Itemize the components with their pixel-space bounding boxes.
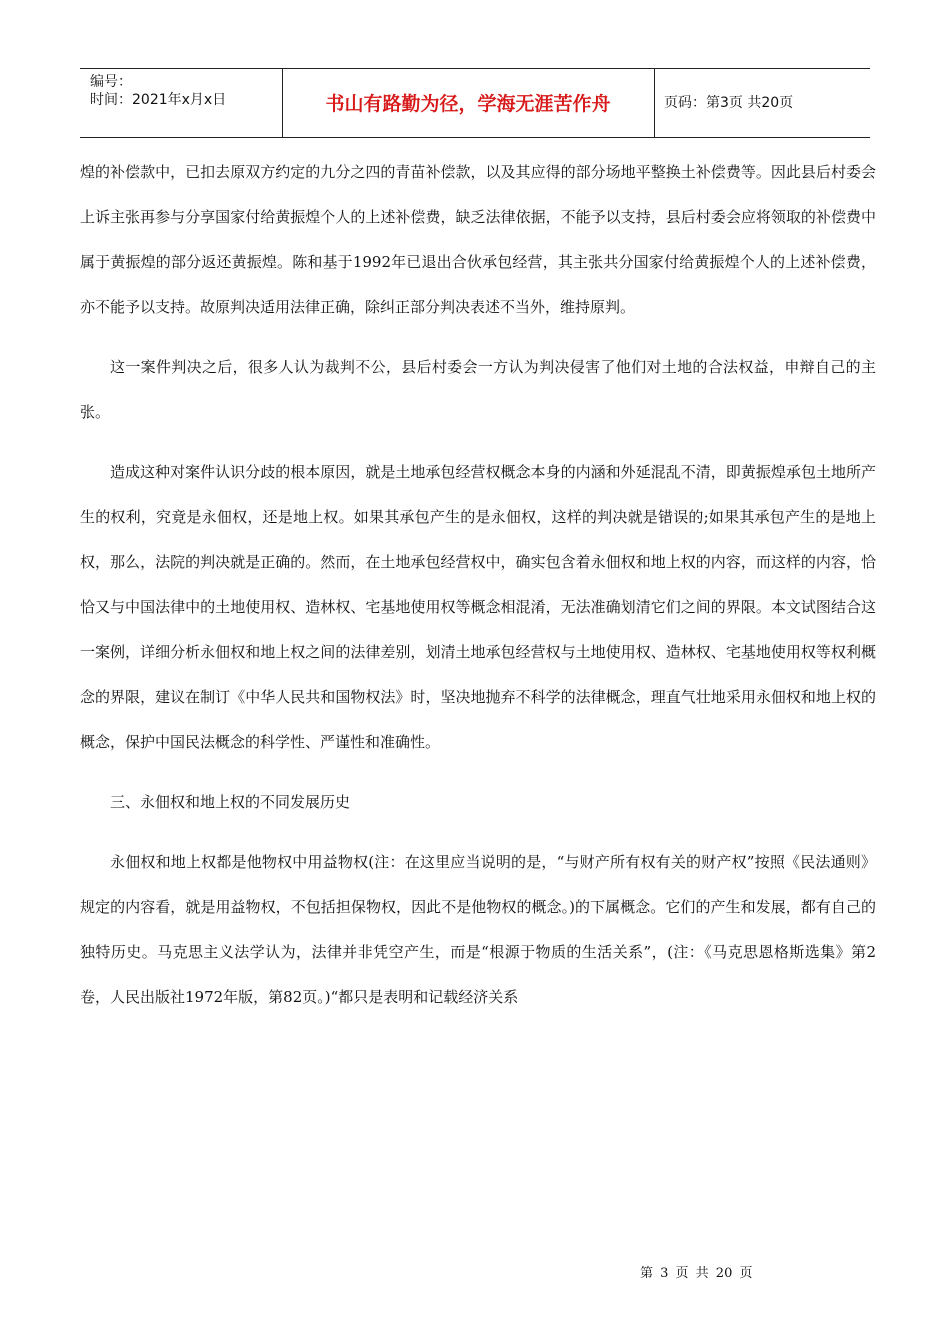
header-motto-cell xyxy=(282,69,655,137)
header-page-number: 页码：第3页 共20页 xyxy=(664,95,794,111)
document-time-label: 时间：2021年x月x日 xyxy=(90,92,227,108)
header-meta-cell xyxy=(80,69,283,137)
document-body xyxy=(80,150,876,1035)
paragraph: 这一案件判决之后，很多人认为裁判不公，县后村委会一方认为判决侵害了他们对土地的合法权益，申辩自己的主张。 xyxy=(80,358,876,421)
paragraph-continuation: 煌的补偿款中，已扣去原双方约定的九分之四的青苗补偿款，以及其应得的部分场地平整换土补偿费等。因此县后村委会上诉主张再参与分享国家付给黄振煌个人的上述补偿费，缺乏法律依据，不能予以支持，县后村委会应将领取的补偿费中属于黄振煌的部分返还黄振煌。陈和基于1992年已退出合伙承包经营，其主张共分国家付给黄振煌个人的上述补偿费，亦不能予以支持。故原判决适用法律正确，除纠正部分判决表述不当外，维持原判。 xyxy=(80,163,876,316)
paragraph: 造成这种对案件认识分歧的根本原因，就是土地承包经营权概念本身的内涵和外延混乱不清，即黄振煌承包土地所产生的权利，究竟是永佃权，还是地上权。如果其承包产生的是永佃权，这样的判决就是错误的;如果其承包产生的是地上权，那么，法院的判决就是正确的。然而，在土地承包经营权中，确实包含着永佃权和地上权的内容，而这样的内容，恰恰又与中国法律中的土地使用权、造林权、宅基地使用权等概念相混淆，无法准确划清它们之间的界限。本文试图结合这一案例，详细分析永佃权和地上权之间的法律差别，划清土地承包经营权与土地使用权、造林权、宅基地使用权等权利概念的界限，建议在制订《中华人民共和国物权法》时，坚决地抛弃不科学的法律概念，理直气壮地采用永佃权和地上权的概念，保护中国民法概念的科学性、严谨性和准确性。 xyxy=(80,463,876,751)
page-header xyxy=(80,68,870,138)
header-page-cell xyxy=(655,69,870,137)
page-footer: 第 3 页 共 20 页 xyxy=(640,1266,753,1281)
header-motto: 书山有路勤为径，学海无涯苦作舟 xyxy=(325,93,611,115)
paragraph: 永佃权和地上权都是他物权中用益物权(注：在这里应当说明的是，“与财产所有权有关的财产权”按照《民法通则》规定的内容看，就是用益物权，不包括担保物权，因此不是他物权的概念。)的下属概念。它们的产生和发展，都有自己的独特历史。马克思主义法学认为，法律并非凭空产生，而是“根源于物质的生活关系”，(注：《马克思恩格斯选集》第2卷，人民出版社1972年版，第82页。)“都只是表明和记载经济关系 xyxy=(80,853,876,1006)
document-number-label: 编号： xyxy=(90,74,132,90)
section-heading: 三、永佃权和地上权的不同发展历史 xyxy=(110,793,351,811)
